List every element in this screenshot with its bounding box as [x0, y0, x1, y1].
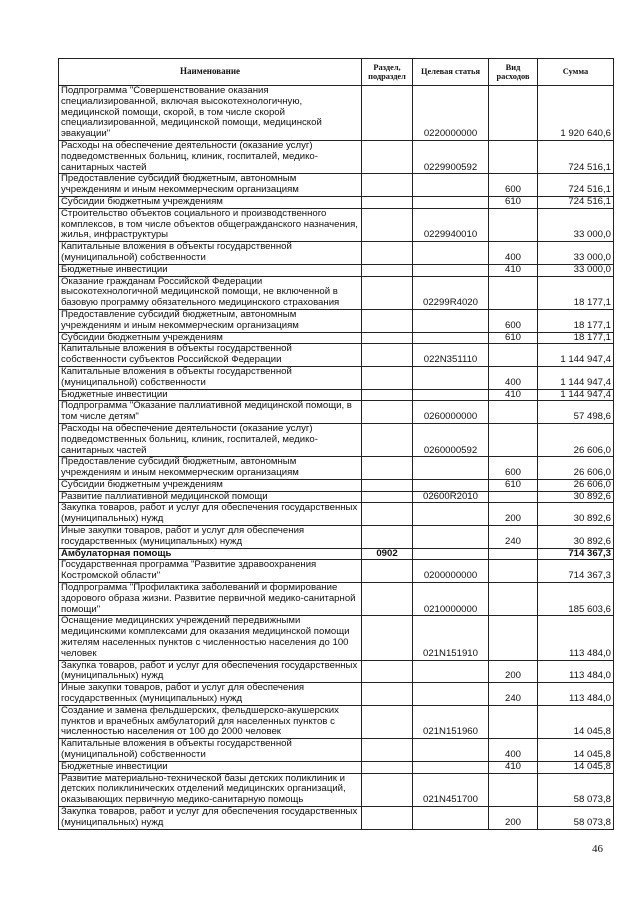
- cell-target: 022N351110: [413, 344, 489, 367]
- cell-type: [489, 401, 538, 424]
- cell-sum: 14 045,8: [538, 705, 614, 738]
- cell-type: 200: [489, 503, 538, 526]
- cell-name: Капитальные вложения в объекты государственной (муниципальной) собственности: [59, 242, 362, 265]
- cell-type: [489, 423, 538, 456]
- table-row: [59, 560, 614, 583]
- cell-sum: 1 144 947,4: [538, 344, 614, 367]
- cell-section: [362, 196, 413, 208]
- cell-target: 0229940010: [413, 208, 489, 241]
- cell-target: [413, 457, 489, 480]
- cell-section: [362, 332, 413, 344]
- cell-target: [413, 683, 489, 706]
- table-row: [59, 773, 614, 806]
- cell-target: [413, 389, 489, 401]
- cell-name: Субсидии бюджетным учреждениям: [59, 479, 362, 491]
- budget-table-sheet: [58, 58, 613, 830]
- cell-target: [413, 548, 489, 560]
- cell-target: 021N451700: [413, 773, 489, 806]
- cell-section: [362, 616, 413, 660]
- cell-type: 610: [489, 196, 538, 208]
- cell-name: Расходы на обеспечение деятельности (оказание услуг) подведомственных больниц, клиник, госпиталей, медико-санитарных частей: [59, 140, 362, 173]
- cell-type: 410: [489, 389, 538, 401]
- cell-section: [362, 276, 413, 309]
- cell-name: Строительство объектов социального и производственного комплексов, в том числе объектов общегражданского назначения, жилья, инфраструктуры: [59, 208, 362, 241]
- cell-type: 200: [489, 807, 538, 830]
- header-section: Раздел, подраздел: [362, 59, 413, 86]
- cell-target: [413, 196, 489, 208]
- cell-type: 400: [489, 242, 538, 265]
- cell-type: [489, 548, 538, 560]
- cell-type: 240: [489, 683, 538, 706]
- table-row: [59, 457, 614, 480]
- header-name: Наименование: [59, 59, 362, 86]
- table-row: [59, 739, 614, 762]
- table-row: [59, 389, 614, 401]
- cell-name: Закупка товаров, работ и услуг для обеспечения государственных (муниципальных) нужд: [59, 660, 362, 683]
- cell-section: [362, 761, 413, 773]
- cell-section: [362, 773, 413, 806]
- cell-sum: 26 606,0: [538, 479, 614, 491]
- cell-type: [489, 276, 538, 309]
- cell-sum: 14 045,8: [538, 739, 614, 762]
- cell-section: [362, 140, 413, 173]
- cell-section: [362, 479, 413, 491]
- cell-section: [362, 242, 413, 265]
- cell-type: 610: [489, 479, 538, 491]
- cell-type: [489, 773, 538, 806]
- cell-sum: 30 892,6: [538, 491, 614, 503]
- cell-section: [362, 86, 413, 141]
- cell-name: Государственная программа "Развитие здравоохранения Костромской области": [59, 560, 362, 583]
- cell-target: 0220000000: [413, 86, 489, 141]
- cell-section: [362, 503, 413, 526]
- cell-type: 600: [489, 174, 538, 197]
- header-target: Целевая статья: [413, 59, 489, 86]
- table-row: [59, 761, 614, 773]
- cell-name: Развитие материально-технической базы детских поликлиник и детских поликлинических отделений медицинских организаций, оказывающих первичную медико-санитарную помощь: [59, 773, 362, 806]
- cell-sum: 30 892,6: [538, 526, 614, 549]
- cell-section: [362, 389, 413, 401]
- header-sum: Сумма: [538, 59, 614, 86]
- cell-section: [362, 683, 413, 706]
- cell-name: Закупка товаров, работ и услуг для обеспечения государственных (муниципальных) нужд: [59, 807, 362, 830]
- cell-type: 400: [489, 366, 538, 389]
- table-row: [59, 526, 614, 549]
- cell-section: [362, 208, 413, 241]
- table-row: [59, 344, 614, 367]
- cell-sum: 26 606,0: [538, 423, 614, 456]
- cell-section: [362, 526, 413, 549]
- table-row: [59, 366, 614, 389]
- cell-name: Бюджетные инвестиции: [59, 761, 362, 773]
- cell-type: 600: [489, 457, 538, 480]
- table-row: [59, 807, 614, 830]
- cell-section: [362, 423, 413, 456]
- table-body: [59, 86, 614, 830]
- table-row: [59, 616, 614, 660]
- cell-type: [489, 344, 538, 367]
- cell-type: 600: [489, 309, 538, 332]
- cell-target: [413, 332, 489, 344]
- cell-sum: 14 045,8: [538, 761, 614, 773]
- cell-sum: 30 892,6: [538, 503, 614, 526]
- cell-sum: 33 000,0: [538, 242, 614, 265]
- table-row: [59, 583, 614, 616]
- table-row: [59, 479, 614, 491]
- cell-section: [362, 739, 413, 762]
- cell-target: [413, 503, 489, 526]
- cell-sum: 1 144 947,4: [538, 389, 614, 401]
- table-row: [59, 705, 614, 738]
- cell-sum: 113 484,0: [538, 616, 614, 660]
- page-number: 46: [592, 843, 603, 855]
- cell-name: Капитальные вложения в объекты государственной собственности субъектов Российской Федерации: [59, 344, 362, 367]
- table-row: [59, 660, 614, 683]
- table-row: [59, 401, 614, 424]
- cell-name: Субсидии бюджетным учреждениям: [59, 196, 362, 208]
- table-row: [59, 208, 614, 241]
- cell-sum: 26 606,0: [538, 457, 614, 480]
- cell-sum: 18 177,1: [538, 276, 614, 309]
- table-row: [59, 196, 614, 208]
- cell-section: [362, 344, 413, 367]
- cell-name: Расходы на обеспечение деятельности (оказание услуг) подведомственных больниц, клиник, госпиталей, медико-санитарных частей: [59, 423, 362, 456]
- cell-target: 021N151910: [413, 616, 489, 660]
- cell-name: Оказание гражданам Российской Федерации высокотехнологичной медицинской помощи, не включенной в базовую программу обязательного медицинского страхования: [59, 276, 362, 309]
- cell-section: [362, 705, 413, 738]
- table-header-row: [59, 59, 614, 86]
- cell-name: Капитальные вложения в объекты государственной (муниципальной) собственности: [59, 366, 362, 389]
- cell-target: 0260000592: [413, 423, 489, 456]
- cell-name: Бюджетные инвестиции: [59, 389, 362, 401]
- cell-type: [489, 583, 538, 616]
- cell-target: 02299R4020: [413, 276, 489, 309]
- cell-target: 02600R2010: [413, 491, 489, 503]
- cell-type: [489, 140, 538, 173]
- table-row: [59, 276, 614, 309]
- cell-name: Предоставление субсидий бюджетным, автономным учреждениям и иным некоммерческим организациям: [59, 174, 362, 197]
- cell-target: [413, 526, 489, 549]
- cell-target: [413, 807, 489, 830]
- table-row: [59, 548, 614, 560]
- cell-sum: 1 144 947,4: [538, 366, 614, 389]
- cell-sum: 33 000,0: [538, 208, 614, 241]
- cell-name: Иные закупки товаров, работ и услуг для обеспечения государственных (муниципальных) нужд: [59, 683, 362, 706]
- cell-name: Подпрограмма "Профилактика заболеваний и формирование здорового образа жизни. Развитие первичной медико-санитарной помощи": [59, 583, 362, 616]
- table-row: [59, 86, 614, 141]
- table-row: [59, 264, 614, 276]
- cell-name: Подпрограмма "Совершенствование оказания специализированной, включая высокотехнологичную, медицинской помощи, скорой, в том числе скорой специализированной, медицинской помощи, медицинской эвакуации": [59, 86, 362, 141]
- cell-sum: 724 516,1: [538, 174, 614, 197]
- cell-type: [489, 86, 538, 141]
- cell-sum: 724 516,1: [538, 196, 614, 208]
- cell-section: [362, 583, 413, 616]
- cell-sum: 18 177,1: [538, 332, 614, 344]
- cell-type: 410: [489, 761, 538, 773]
- cell-sum: 57 498,6: [538, 401, 614, 424]
- cell-type: 400: [489, 739, 538, 762]
- cell-target: 0210000000: [413, 583, 489, 616]
- cell-type: 240: [489, 526, 538, 549]
- table-row: [59, 423, 614, 456]
- cell-type: [489, 208, 538, 241]
- cell-target: [413, 174, 489, 197]
- header-type: Вид расходов: [489, 59, 538, 86]
- cell-type: [489, 705, 538, 738]
- table-row: [59, 491, 614, 503]
- cell-sum: 18 177,1: [538, 309, 614, 332]
- cell-sum: 58 073,8: [538, 807, 614, 830]
- cell-sum: 33 000,0: [538, 264, 614, 276]
- cell-target: [413, 479, 489, 491]
- cell-section: [362, 174, 413, 197]
- cell-sum: 714 367,3: [538, 560, 614, 583]
- cell-target: 0260000000: [413, 401, 489, 424]
- cell-name: Субсидии бюджетным учреждениям: [59, 332, 362, 344]
- cell-type: 410: [489, 264, 538, 276]
- cell-type: 610: [489, 332, 538, 344]
- cell-section: [362, 560, 413, 583]
- cell-section: 0902: [362, 548, 413, 560]
- cell-section: [362, 309, 413, 332]
- table-row: [59, 332, 614, 344]
- cell-name: Развитие паллиативной медицинской помощи: [59, 491, 362, 503]
- cell-target: [413, 739, 489, 762]
- cell-sum: 714 367,3: [538, 548, 614, 560]
- table-row: [59, 503, 614, 526]
- cell-target: 0229900592: [413, 140, 489, 173]
- cell-target: [413, 761, 489, 773]
- cell-section: [362, 660, 413, 683]
- cell-target: [413, 660, 489, 683]
- cell-target: 021N151960: [413, 705, 489, 738]
- cell-name: Капитальные вложения в объекты государственной (муниципальной) собственности: [59, 739, 362, 762]
- cell-name: Иные закупки товаров, работ и услуг для обеспечения государственных (муниципальных) нужд: [59, 526, 362, 549]
- cell-sum: 724 516,1: [538, 140, 614, 173]
- table-row: [59, 309, 614, 332]
- cell-sum: 1 920 640,6: [538, 86, 614, 141]
- cell-type: [489, 560, 538, 583]
- cell-type: [489, 616, 538, 660]
- cell-target: [413, 366, 489, 389]
- cell-section: [362, 264, 413, 276]
- cell-section: [362, 366, 413, 389]
- cell-section: [362, 807, 413, 830]
- cell-target: [413, 264, 489, 276]
- cell-sum: 113 484,0: [538, 683, 614, 706]
- cell-section: [362, 401, 413, 424]
- table-row: [59, 140, 614, 173]
- cell-name: Бюджетные инвестиции: [59, 264, 362, 276]
- cell-type: 200: [489, 660, 538, 683]
- cell-section: [362, 491, 413, 503]
- cell-sum: 58 073,8: [538, 773, 614, 806]
- cell-name: Амбулаторная помощь: [59, 548, 362, 560]
- cell-sum: 113 484,0: [538, 660, 614, 683]
- table-row: [59, 683, 614, 706]
- cell-name: Подпрограмма "Оказание паллиативной медицинской помощи, в том числе детям": [59, 401, 362, 424]
- cell-target: [413, 242, 489, 265]
- cell-sum: 185 603,6: [538, 583, 614, 616]
- cell-target: 0200000000: [413, 560, 489, 583]
- cell-target: [413, 309, 489, 332]
- cell-name: Оснащение медицинских учреждений передвижными медицинскими комплексами для оказания медицинской помощи жителям населенных пунктов с численностью населения до 100 человек: [59, 616, 362, 660]
- cell-name: Создание и замена фельдшерских, фельдшерско-акушерских пунктов и врачебных амбулаторий для населенных пунктов с численностью населения от 100 до 2000 человек: [59, 705, 362, 738]
- table-row: [59, 242, 614, 265]
- cell-section: [362, 457, 413, 480]
- cell-name: Закупка товаров, работ и услуг для обеспечения государственных (муниципальных) нужд: [59, 503, 362, 526]
- cell-name: Предоставление субсидий бюджетным, автономным учреждениям и иным некоммерческим организациям: [59, 457, 362, 480]
- cell-type: [489, 491, 538, 503]
- table-row: [59, 174, 614, 197]
- cell-name: Предоставление субсидий бюджетным, автономным учреждениям и иным некоммерческим организациям: [59, 309, 362, 332]
- budget-table: [58, 58, 614, 830]
